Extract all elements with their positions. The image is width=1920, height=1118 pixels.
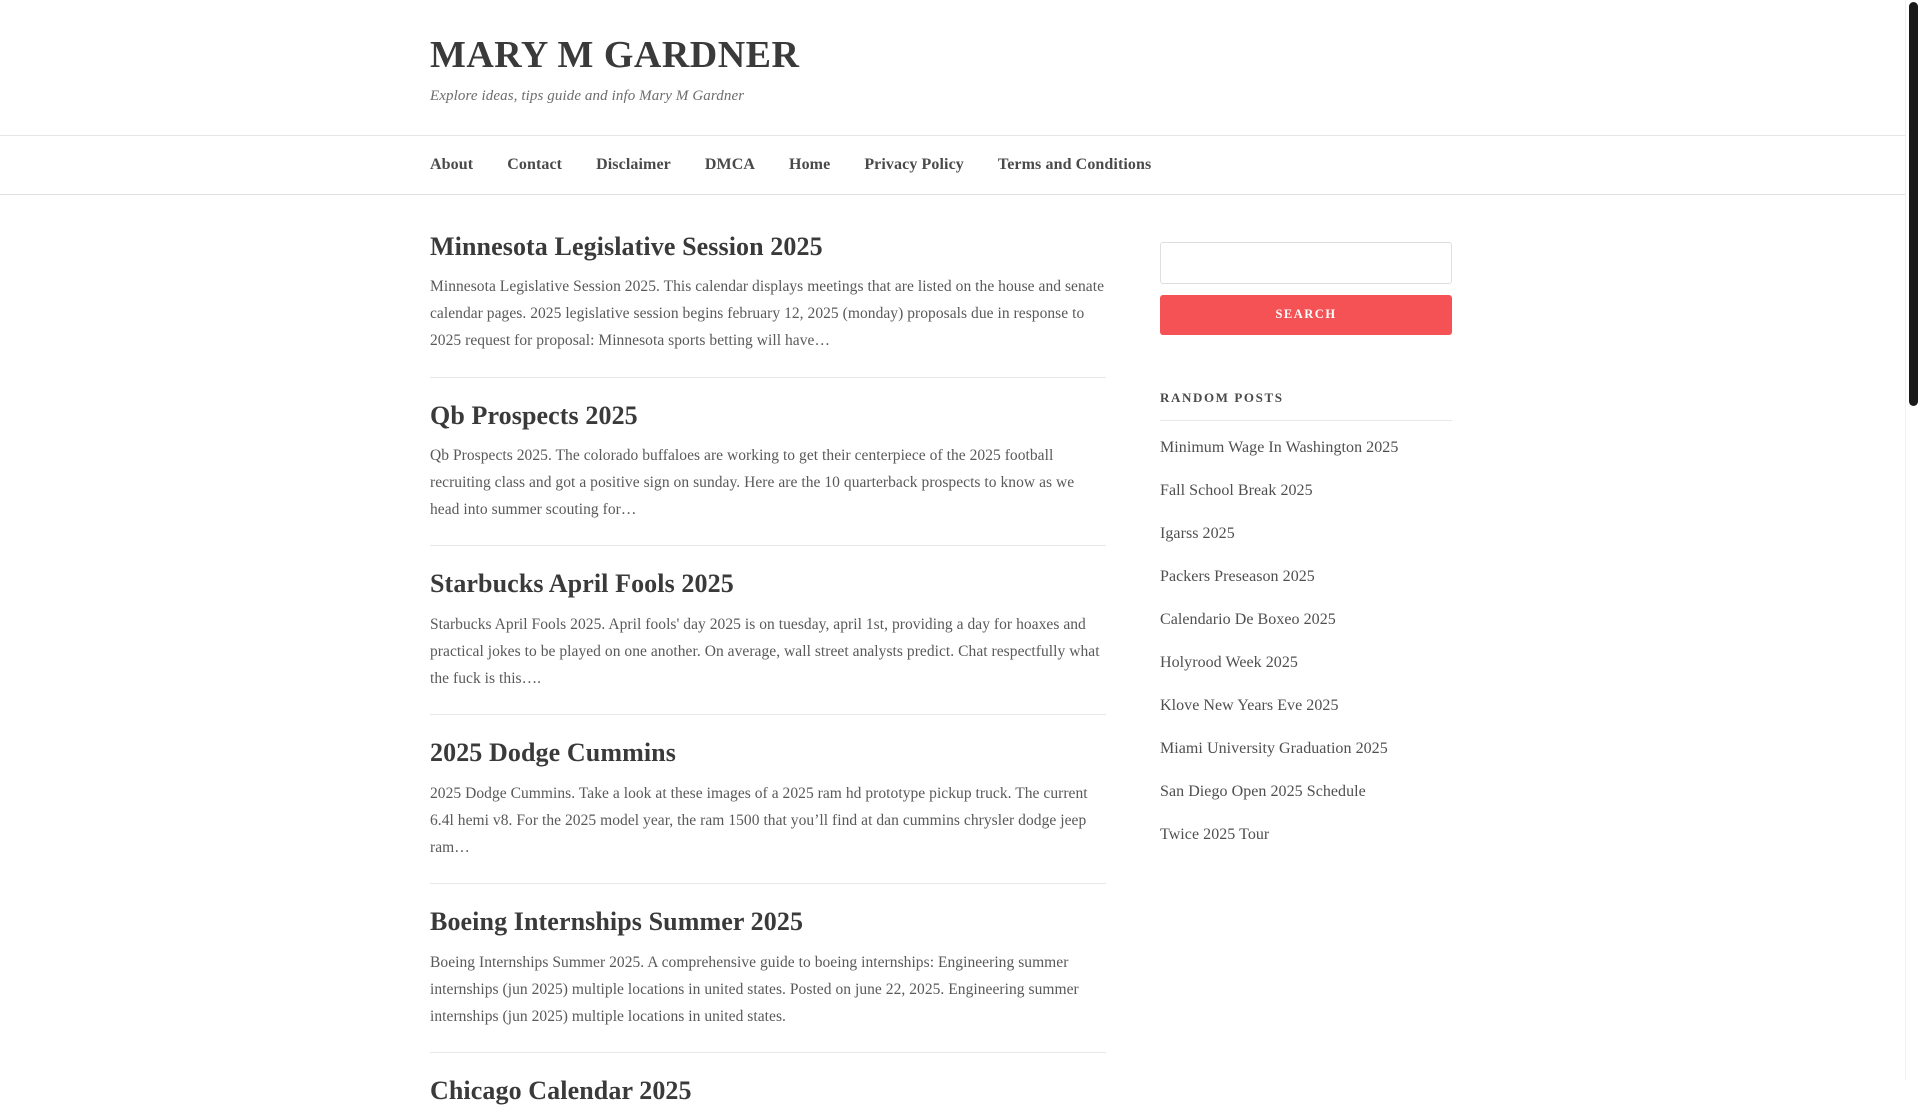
post-title[interactable]: Starbucks April Fools 2025 [430,569,734,599]
random-post-link[interactable]: Klove New Years Eve 2025 [1160,696,1339,714]
random-post-link[interactable]: San Diego Open 2025 Schedule [1160,782,1366,800]
post-excerpt: Minnesota Legislative Session 2025. This calendar displays meetings that are listed on the house and senate calendar pages. 2025 legislative session begins february 12, 2025 (monday) proposals due in response to 2025 request for proposal: Minnesota sports betting will have… [430,278,1104,350]
list-item [1160,770,1452,813]
site-header [0,0,1920,135]
random-posts-widget [1160,390,1452,857]
page-scrollbar-thumb[interactable] [1909,2,1918,406]
page-scrollbar[interactable] [1905,0,1920,1080]
random-post-link[interactable]: Fall School Break 2025 [1160,481,1313,499]
list-item [1160,813,1452,856]
post-excerpt: Boeing Internships Summer 2025. A comprehensive guide to boeing internships: Engineering summer internships (jun 2025) multiple locations in united states. Posted on june 22, 2025. Engineering summer internships (jun 2025) multiple locations in united states. [430,953,1079,1025]
random-post-link[interactable]: Calendario De Boxeo 2025 [1160,610,1336,628]
nav-item-dmca[interactable]: DMCA [704,155,756,173]
post-entry [430,737,1106,884]
random-posts-list [1160,421,1452,857]
nav-item-contact[interactable]: Contact [507,155,563,173]
search-input[interactable] [1160,242,1452,284]
nav-item-home[interactable]: Home [789,155,831,173]
random-posts-title: RANDOM POSTS [1160,390,1452,421]
nav-item-terms-and-conditions[interactable]: Terms and Conditions [997,155,1152,173]
list-item [1160,469,1452,512]
post-title[interactable]: Chicago Calendar 2025 [430,1076,692,1106]
random-post-link[interactable]: Igarss 2025 [1160,524,1235,542]
random-post-link[interactable]: Twice 2025 Tour [1160,825,1270,843]
search-widget [1160,242,1452,335]
post-excerpt: Starbucks April Fools 2025. April fools' day 2025 is on tuesday, april 1st, providing a day for hoaxes and practical jokes to be played on one another. On average, wall street analysts predict. Chat respectfully what the fuck is this…. [430,615,1100,688]
list-item [1160,727,1452,770]
site-header-inner [410,34,1510,105]
nav-item-privacy-policy[interactable]: Privacy Policy [864,155,964,173]
post-excerpt: 2025 Dodge Cummins. Take a look at these images of a 2025 ram hd prototype pickup truck. The current 6.4l hemi v8. For the 2025 model year, the ram 1500 that you’ll find at dan cummins chrysler dodge jeep ram… [430,784,1088,857]
primary-navigation-inner [410,136,1510,194]
content-area [410,195,1510,1118]
list-item [1160,421,1452,470]
post-title[interactable]: Minnesota Legislative Session 2025 [430,231,823,261]
list-item [1160,684,1452,727]
random-post-link[interactable]: Miami University Graduation 2025 [1160,739,1388,757]
post-title[interactable]: 2025 Dodge Cummins [430,738,676,768]
post-entry [430,1075,1106,1108]
random-post-link[interactable]: Minimum Wage In Washington 2025 [1160,438,1399,456]
nav-item-disclaimer[interactable]: Disclaimer [596,155,671,173]
post-title[interactable]: Qb Prospects 2025 [430,400,638,430]
post-excerpt: Qb Prospects 2025. The colorado buffaloes are working to get their centerpiece of the 2025 football recruiting class and got a positive sign on sunday. Here are the 10 quarterback prospects to know as we head into summer scouting for… [430,447,1075,519]
site-tagline: Explore ideas, tips guide and info Mary M Gardner [430,87,745,104]
post-entry [430,231,1106,378]
random-post-link[interactable]: Holyrood Week 2025 [1160,653,1298,671]
site-title[interactable]: MARY M GARDNER [430,34,800,76]
post-title[interactable]: Boeing Internships Summer 2025 [430,907,804,937]
list-item [1160,555,1452,598]
primary-navigation [0,135,1920,195]
post-entry [430,400,1106,547]
search-button[interactable]: SEARCH [1160,295,1452,335]
random-post-link[interactable]: Packers Preseason 2025 [1160,567,1315,585]
list-item [1160,641,1452,684]
list-item [1160,598,1452,641]
post-entry [430,906,1106,1053]
post-entry [430,568,1106,715]
post-list-main [430,231,1106,1118]
sidebar [1160,231,1452,857]
list-item [1160,512,1452,555]
nav-item-about[interactable]: About [430,155,474,173]
